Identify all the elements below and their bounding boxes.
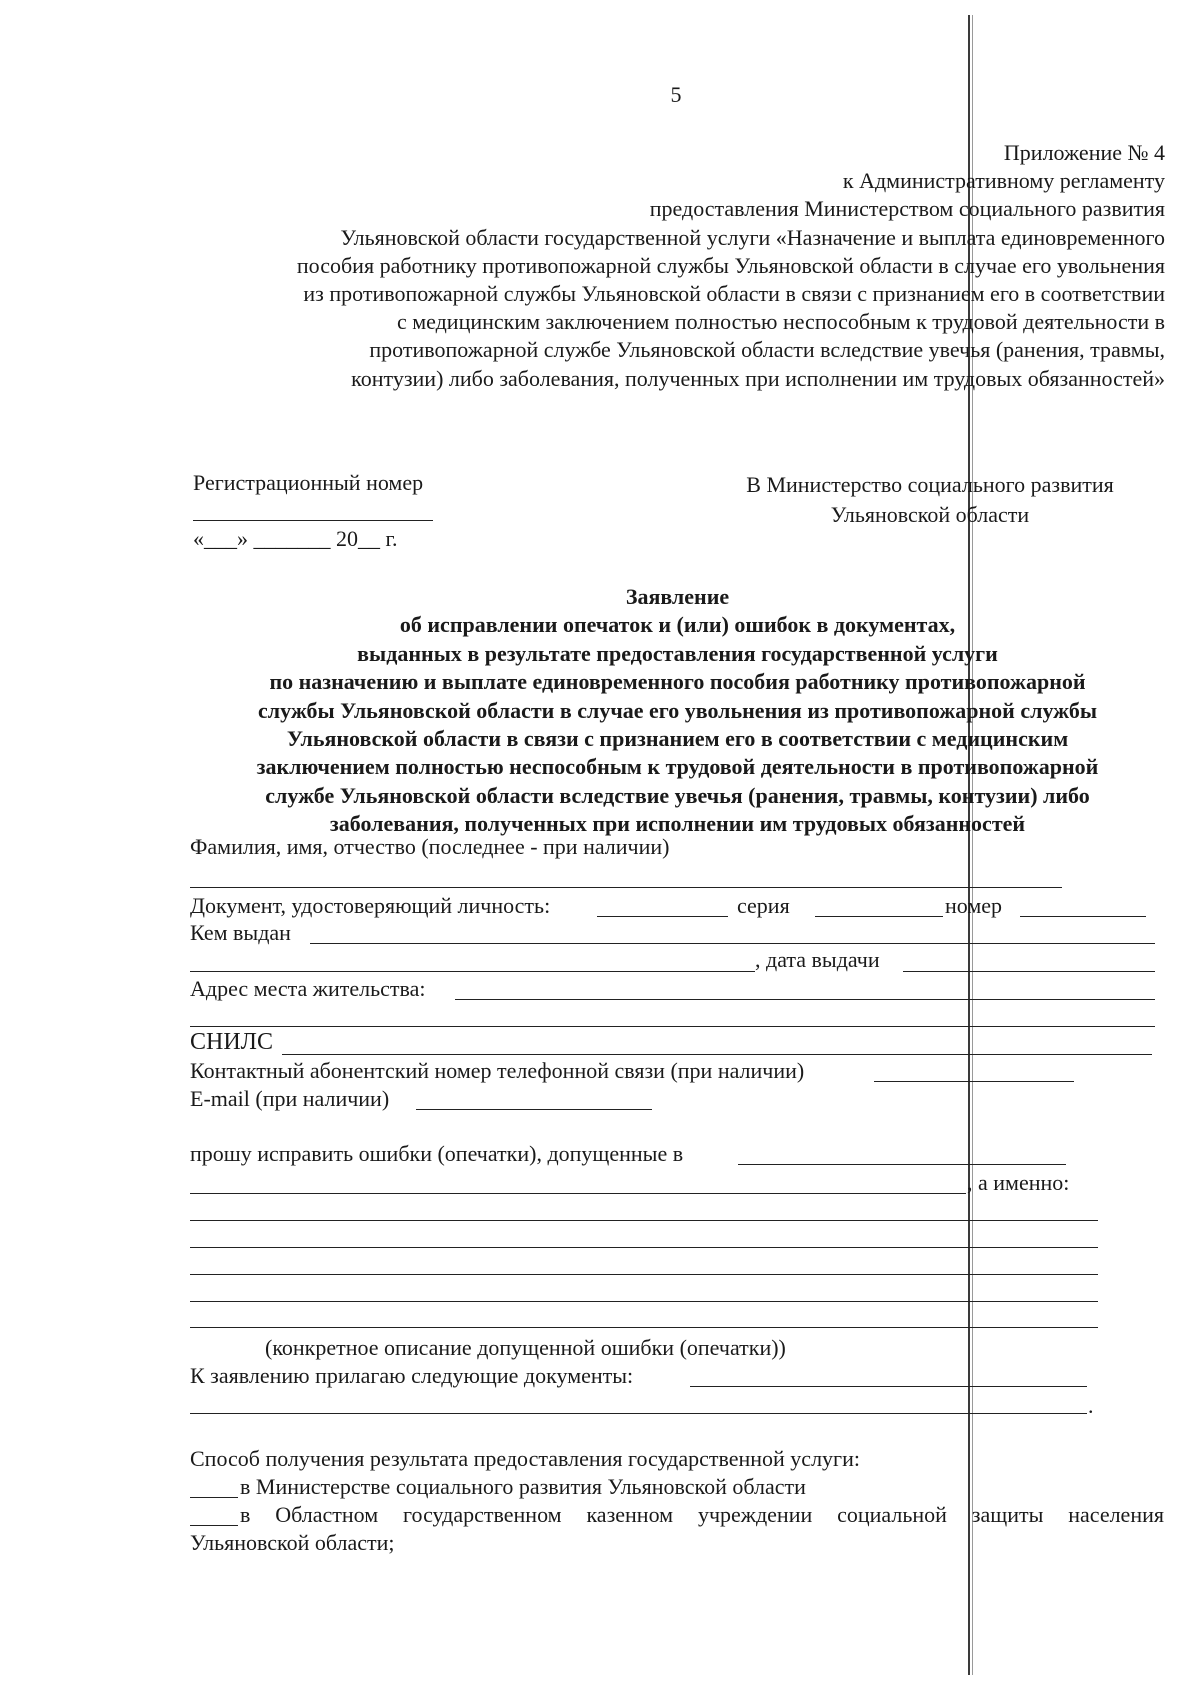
error-description-line[interactable] <box>190 1220 1098 1221</box>
fio-label: Фамилия, имя, отчество (последнее - при наличии) <box>190 834 670 859</box>
attachments-field-continued[interactable] <box>190 1413 1087 1414</box>
error-description-line[interactable] <box>190 1301 1098 1302</box>
document-with-errors-field-continued[interactable] <box>190 1193 966 1194</box>
document-title <box>190 583 1165 839</box>
appendix-line: противопожарной службе Ульяновской области вследствие увечья (ранения, травмы, <box>369 337 1165 363</box>
attachments-end-mark: . <box>1088 1393 1094 1418</box>
appendix-line: с медицинским заключением полностью неспособным к трудовой деятельности в <box>396 309 1165 335</box>
issue-date-label: , дата выдачи <box>755 947 880 972</box>
title-line: Заявление <box>625 584 730 609</box>
attachments-label: К заявлению прилагаю следующие документы: <box>190 1363 634 1388</box>
error-description-caption: (конкретное описание допущенной ошибки (опечатки)) <box>265 1335 786 1360</box>
addressee-line: Ульяновской области <box>830 502 1030 527</box>
phone-label: Контактный абонентский номер телефонной связи (при наличии) <box>190 1058 805 1083</box>
address-label: Адрес места жительства: <box>190 976 426 1001</box>
issued-by-field-continued[interactable] <box>190 971 755 972</box>
appendix-line: контузии) либо заболевания, полученных при исполнении им трудовых обязанностей» <box>351 365 1165 391</box>
id-document-label: Документ, удостоверяющий личность: <box>190 893 551 918</box>
delivery-option-1-checkbox[interactable] <box>190 1497 238 1498</box>
series-field[interactable] <box>815 916 943 917</box>
title-line: об исправлении опечаток и (или) ошибок в документах, <box>399 612 956 638</box>
title-line: заключением полностью неспособным к трудовой деятельности в противопожарной <box>256 754 1099 780</box>
id-document-type-field[interactable] <box>597 916 728 917</box>
title-line: заболевания, полученных при исполнении им трудовых обязанностей <box>329 811 1026 837</box>
appendix-line: пособия работнику противопожарной службы Ульяновской области в случае его увольнения <box>296 252 1165 278</box>
appendix-line: Приложение № 4 <box>1003 140 1165 165</box>
error-description-line[interactable] <box>190 1247 1098 1248</box>
error-description-line[interactable] <box>190 1274 1098 1275</box>
snils-label: СНИЛС <box>190 1029 273 1055</box>
registration-number-label: Регистрационный номер <box>193 470 424 495</box>
title-line: службы Ульяновской области в случае его увольнения из противопожарной службы <box>258 697 1097 723</box>
addressee-line: В Министерство социального развития <box>746 472 1114 497</box>
snils-field[interactable] <box>282 1054 1152 1055</box>
registration-date-field[interactable]: «___» _______ 20__ г. <box>193 526 398 551</box>
namely-label: , а именно: <box>967 1170 1070 1195</box>
issue-date-field[interactable] <box>903 971 1155 972</box>
appendix-header <box>205 139 1165 393</box>
appendix-line: из противопожарной службы Ульяновской области в связи с признанием его в соответствии <box>303 281 1165 307</box>
number-label: номер <box>945 893 1003 918</box>
appendix-line: Ульяновской области государственной услуги «Назначение и выплата единовременного <box>340 224 1165 250</box>
title-line: службе Ульяновской области вследствие увечья (ранения, травмы, контузии) либо <box>265 782 1090 808</box>
email-field[interactable] <box>416 1109 652 1110</box>
title-line: выданных в результате предоставления государственной услуги <box>357 640 998 666</box>
address-field-continued[interactable] <box>190 1026 1155 1027</box>
error-description-line[interactable] <box>190 1327 1098 1328</box>
document-with-errors-field[interactable] <box>738 1164 1066 1165</box>
title-line: Ульяновской области в связи с признанием его в соответствии с медицинским <box>286 726 1069 752</box>
addressee-block <box>700 470 1160 530</box>
registration-number-field[interactable] <box>193 520 433 521</box>
issued-by-field[interactable] <box>310 943 1155 944</box>
delivery-option-1-label: в Министерстве социального развития Ульяновской области <box>240 1474 806 1499</box>
series-label: серия <box>737 893 790 918</box>
appendix-line: предоставления Министерством социального развития <box>649 196 1165 222</box>
delivery-method-title: Способ получения результата предоставления государственной услуги: <box>190 1446 860 1471</box>
delivery-option-2-label-continued: Ульяновской области; <box>190 1530 395 1555</box>
email-label: E-mail (при наличии) <box>190 1086 390 1111</box>
page-number: 5 <box>670 82 682 107</box>
number-field[interactable] <box>1020 916 1146 917</box>
appendix-line: к Административному регламенту <box>842 168 1165 194</box>
delivery-option-2-label: в Областном государственном казенном учреждении социальной защиты населения <box>240 1502 1164 1527</box>
delivery-option-2-checkbox[interactable] <box>190 1525 238 1526</box>
phone-field[interactable] <box>874 1081 1074 1082</box>
title-line: по назначению и выплате единовременного пособия работнику противопожарной <box>269 669 1086 695</box>
address-field[interactable] <box>455 999 1155 1000</box>
issued-by-label: Кем выдан <box>190 920 291 945</box>
request-label: прошу исправить ошибки (опечатки), допущенные в <box>190 1141 684 1166</box>
attachments-field[interactable] <box>690 1386 1087 1387</box>
fio-field[interactable] <box>190 887 1062 888</box>
